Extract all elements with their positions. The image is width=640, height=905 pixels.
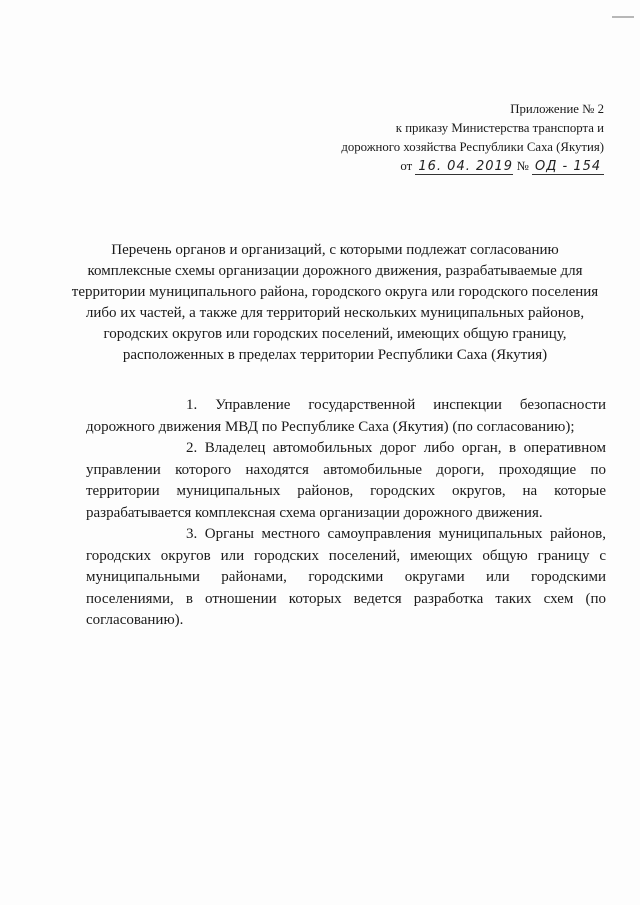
ministry-name: дорожного хозяйства Республики Саха (Якутия): [341, 140, 604, 154]
list-item: [86, 524, 606, 632]
date-field: [415, 159, 513, 175]
appendix-label: Приложение № 2: [510, 102, 604, 116]
item-text: Органы местного самоуправления муниципальных районов, городских округов или городских поселений, имеющих общую границу с муниципальными районами, городскими округами или городскими поселениями, в отношении которых ведется разработка таких схем (по согласованию).: [86, 526, 606, 628]
item-text: Управление государственной инспекции безопасности дорожного движения МВД по Республике Саха (Якутия) (по согласованию);: [86, 397, 606, 435]
document-title: Перечень органов и организаций, с которыми подлежат согласованию комплексные схемы организации дорожного движения, разрабатываемые для территории муниципального района, городского округа или городского поселения либо их частей, а также для территорий нескольких муниципальных районов, городских округов или городских поселений, имеющих общую границу, расположенных в пределах территории Республики Саха (Якутия): [71, 242, 599, 363]
list-item: [86, 395, 606, 438]
item-number: 2.: [186, 440, 198, 456]
handwritten-date: 16. 04. 2019: [418, 159, 514, 174]
organizations-list: [86, 395, 606, 632]
scan-mark: [612, 16, 634, 18]
date-number-line: [341, 157, 604, 176]
item-text: Владелец автомобильных дорог либо орган, в оперативном управлении которого находятся автомобильные дороги, проходящие по территории муниципальных районов, городских округов, на которые разрабатывается комплексная схема организации дорожного движения.: [86, 440, 606, 521]
item-number: 3.: [186, 526, 198, 542]
order-reference: к приказу Министерства транспорта и: [395, 121, 604, 135]
handwritten-number: ОД - 154: [535, 159, 602, 174]
number-prefix: №: [516, 159, 529, 173]
list-item: [86, 438, 606, 524]
number-field: [532, 159, 604, 175]
item-number: 1.: [186, 397, 198, 413]
appendix-header: [341, 100, 604, 176]
date-prefix: от: [400, 159, 413, 173]
